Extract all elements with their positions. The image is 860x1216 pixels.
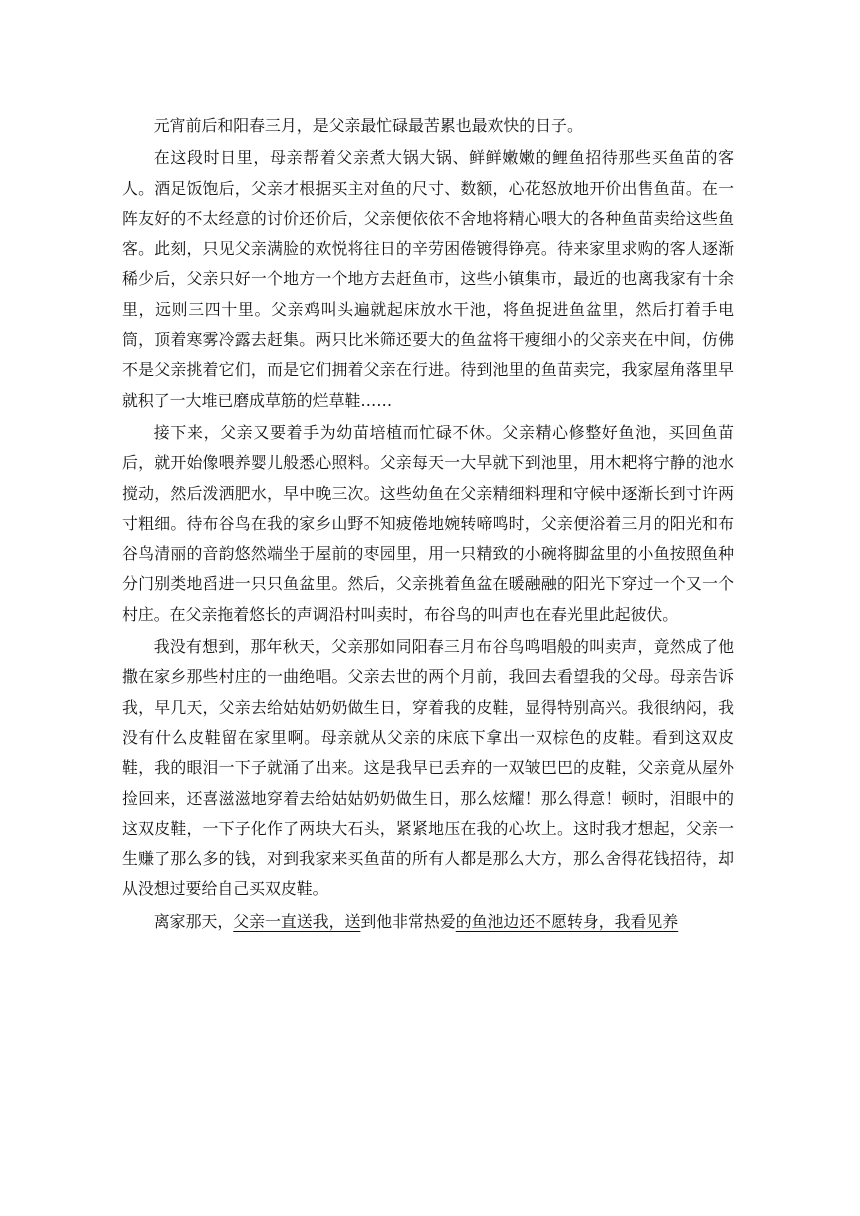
paragraph-4: 我没有想到，那年秋天，父亲那如同阳春三月布谷鸟鸣唱般的叫卖声，竟然成了他撒在家乡那些村庄的一曲绝唱。父亲去世的两个月前，我回去看望我的父母。母亲告诉我，早几天，父亲去给姑姑奶奶做生日，穿着我的皮鞋，显得特别高兴。我很纳闷，我没有什么皮鞋留在家里啊。母亲就从父亲的床底下拿出一双棕色的皮鞋。看到这双皮鞋，我的眼泪一下子就涌了出来。这是我早已丢弃的一双皱巴巴的皮鞋，父亲竟从屋外捡回来，还喜滋滋地穿着去给姑姑奶奶做生日，那么炫耀！那么得意！顿时，泪眼中的这双皮鞋，一下子化作了两块大石头，紧紧地压在我的心坎上。这时我才想起，父亲一生赚了那么多的钱，对到我家来买鱼苗的所有人都是那么大方，那么舍得花钱招待，却从没想过要给自己买双皮鞋。 (122, 637, 734, 899)
paragraph-5-text-a: 离家那天， (153, 911, 234, 931)
paragraph-5 (122, 907, 734, 937)
underlined-phrase-2: 的鱼池边还不愿转身，我看见养 (455, 911, 679, 931)
document-page (122, 111, 734, 937)
paragraph-3: 接下来，父亲又要着手为幼苗培植而忙碌不休。父亲精心修整好鱼池，买回鱼苗后，就开始像喂养婴儿般悉心照料。父亲每天一大早就下到池里，用木耙将宁静的池水搅动，然后泼洒肥水，早中晚三次。这些幼鱼在父亲精细料理和守候中逐渐长到寸许两寸粗细。待布谷鸟在我的家乡山野不知疲倦地婉转啼鸣时，父亲便浴着三月的阳光和布谷鸟清丽的音韵悠然端坐于屋前的枣园里，用一只精致的小碗将脚盆里的小鱼按照鱼种分门别类地舀进一只只鱼盆里。然后，父亲挑着鱼盆在暖融融的阳光下穿过一个又一个村庄。在父亲拖着悠长的声调沿村叫卖时，布谷鸟的叫声也在春光里此起彼伏。 (122, 422, 734, 624)
paragraph-2: 在这段时日里，母亲帮着父亲煮大锅大锅、鲜鲜嫩嫩的鲤鱼招待那些买鱼苗的客人。酒足饭饱后，父亲才根据买主对鱼的尺寸、数额，心花怒放地开价出售鱼苗。在一阵友好的不太经意的讨价还价后，父亲便依依不舍地将精心喂大的各种鱼苗卖给这些鱼客。此刻，只见父亲满脸的欢悦将往日的辛劳困倦镀得铮亮。待来家里求购的客人逐渐稀少后，父亲只好一个地方一个地方去赶鱼市，这些小镇集市，最近的也离我家有十余里，远则三四十里。父亲鸡叫头遍就起床放水干池，将鱼捉进鱼盆里，然后打着手电筒，顶着寒雾冷露去赶集。两只比米筛还要大的鱼盆将干瘦细小的父亲夹在中间，仿佛不是父亲挑着它们，而是它们拥着父亲在行进。待到池里的鱼苗卖完，我家屋角落里早就积了一大堆已磨成草筋的烂草鞋…… (122, 148, 734, 410)
underlined-phrase-1: 父亲一直送我，送 (233, 911, 361, 931)
paragraph-5-text-b: 到他非常热爱 (360, 911, 456, 931)
paragraph-1: 元宵前后和阳春三月，是父亲最忙碌最苦累也最欢快的日子。 (153, 116, 583, 135)
